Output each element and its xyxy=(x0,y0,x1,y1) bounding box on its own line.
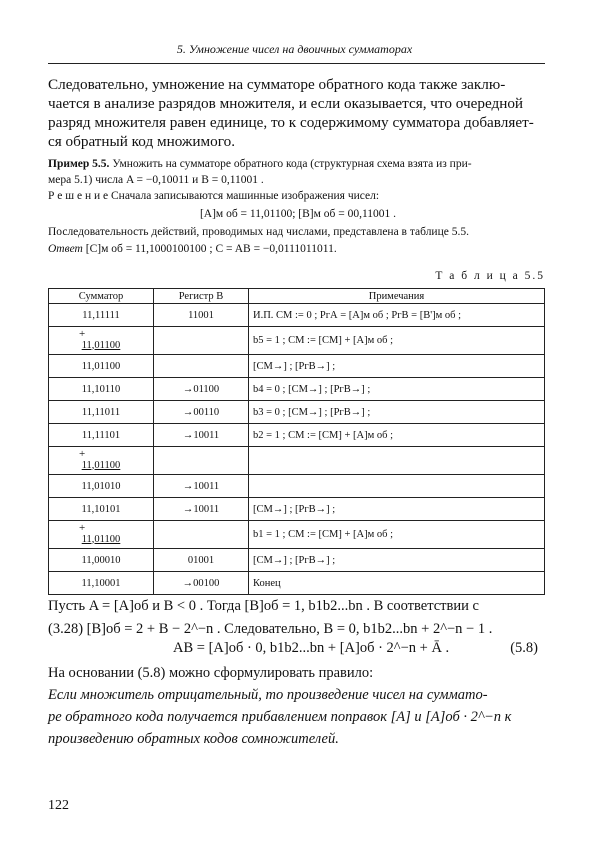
table-row xyxy=(49,424,545,447)
intro-line: Следовательно, умножение на сумматоре обратного кода также заклю- xyxy=(48,76,506,93)
cell-summator xyxy=(49,572,154,595)
cell-summator xyxy=(49,521,154,549)
cell-register: →10011 xyxy=(154,475,249,498)
intro-line: чается в анализе разрядов множителя, и если оказывается, что очередной xyxy=(48,95,524,112)
summator-value: 11,01010 xyxy=(81,480,121,492)
header-notes: Примечания xyxy=(249,289,545,304)
solution-line xyxy=(48,188,548,204)
cell-register: →10011 xyxy=(154,424,249,447)
cell-note xyxy=(249,475,545,498)
table-row xyxy=(49,475,545,498)
cell-summator xyxy=(49,424,154,447)
summator-value: 11,01100 xyxy=(81,360,121,372)
cell-register: →00110 xyxy=(154,401,249,424)
cell-summator xyxy=(49,401,154,424)
cell-summator xyxy=(49,327,154,355)
cell-register: →00100 xyxy=(154,572,249,595)
machine-images: [A]м об = 11,01100; [B]м об = 00,11001 . xyxy=(199,208,397,220)
table-row xyxy=(49,401,545,424)
table-row xyxy=(49,304,545,327)
cell-register xyxy=(154,447,249,475)
accordance-line: (3.28) [B]об = 2 + B − 2^−n . Следовательно, B = 0, b1b2...bn + 2^−n − 1 . xyxy=(48,621,493,637)
table-row xyxy=(49,521,545,549)
cell-register: →10011 xyxy=(154,498,249,521)
summator-value: 11,11111 xyxy=(82,309,120,321)
table-row xyxy=(49,549,545,572)
plus-sign: + xyxy=(79,328,86,340)
summator-value: 11,01100 xyxy=(81,533,121,545)
cell-note: b1 = 1 ; СМ := [СМ] + [A]м об ; xyxy=(249,521,545,549)
answer-line xyxy=(48,241,548,257)
cell-note: Конец xyxy=(249,572,545,595)
cell-register: →01100 xyxy=(154,378,249,401)
cell-note: [СМ→] ; [РгВ→] ; xyxy=(249,498,545,521)
cell-note: [СМ→] ; [РгВ→] ; xyxy=(249,549,545,572)
summator-value: 11,00010 xyxy=(81,554,121,566)
table-row xyxy=(49,327,545,355)
example-heading xyxy=(48,156,548,172)
intro-paragraph xyxy=(48,75,548,151)
rule-intro: На основании (5.8) можно сформулировать правило: xyxy=(48,665,374,681)
page-number: 122 xyxy=(48,798,69,813)
summator-value: 11,11101 xyxy=(81,429,121,441)
intro-line: ся обратный код множимого. xyxy=(48,133,235,150)
cell-register xyxy=(154,327,249,355)
table-row xyxy=(49,378,545,401)
table-5-5 xyxy=(48,288,545,595)
equation-number: (5.8) xyxy=(510,640,538,656)
summator-value: 11,10101 xyxy=(81,503,121,515)
cell-note: b3 = 0 ; [СМ→] ; [РгВ→] ; xyxy=(249,401,545,424)
summator-value: 11,01100 xyxy=(81,459,121,471)
let-line: Пусть A = [A]об и B < 0 . Тогда [B]об = 1, b1b2...bn . В соответствии с xyxy=(48,598,479,614)
header-rule xyxy=(48,63,545,64)
cell-note: b5 = 1 ; СМ := [СМ] + [A]м об ; xyxy=(249,327,545,355)
cell-summator xyxy=(49,447,154,475)
header-register: Регистр B xyxy=(154,289,249,304)
cell-register: 11001 xyxy=(154,304,249,327)
table-row xyxy=(49,355,545,378)
rule-line: Если множитель отрицательный, то произведение чисел на суммато- xyxy=(48,687,488,703)
cell-note xyxy=(249,447,545,475)
equation-body: AB = [A]об · 0, b1b2...bn + [A]об · 2^−n + Ā . xyxy=(173,640,450,656)
cell-register: 01001 xyxy=(154,549,249,572)
cell-note: b4 = 0 ; [СМ→] ; [РгВ→] ; xyxy=(249,378,545,401)
solution-label: Р е ш е н и е xyxy=(48,190,109,202)
cell-summator xyxy=(49,498,154,521)
cell-summator xyxy=(49,355,154,378)
intro-line: разряд множителя равен единице, то к содержимому сумматора добавляет- xyxy=(48,114,534,131)
plus-sign: + xyxy=(79,448,86,460)
solution-text: Сначала записываются машинные изображения чисел: xyxy=(108,190,380,202)
cell-summator xyxy=(49,475,154,498)
table-header-row xyxy=(49,289,545,304)
cell-register xyxy=(154,355,249,378)
table-caption: Т а б л и ц а 5.5 xyxy=(435,270,545,282)
table-row xyxy=(49,572,545,595)
cell-summator xyxy=(49,304,154,327)
cell-summator xyxy=(49,549,154,572)
sequence-line: Последовательность действий, проводимых над числами, представлена в таблице 5.5. xyxy=(48,226,469,238)
answer-text: [C]м об = 11,1000100100 ; C = AB = −0,0111011011. xyxy=(82,243,337,255)
running-header: 5. Умножение чисел на двоичных сумматорах xyxy=(176,42,413,56)
cell-summator xyxy=(49,378,154,401)
cell-note: И.П. СМ := 0 ; РгА = [A]м об ; РгВ = [B']м об ; xyxy=(249,304,545,327)
header-summator: Сумматор xyxy=(49,289,154,304)
rule-line: ре обратного кода получается прибавлением поправок [A] и [A]об · 2^−n к xyxy=(48,709,512,725)
summator-value: 11,11011 xyxy=(81,406,121,418)
example-label: Пример 5.5. xyxy=(48,158,110,170)
cell-register xyxy=(154,521,249,549)
summator-value: 11,01100 xyxy=(81,339,121,351)
summator-value: 11,10110 xyxy=(81,383,121,395)
cell-note: [СМ→] ; [РгВ→] ; xyxy=(249,355,545,378)
example-text-line2: мера 5.1) числа A = −0,10011 и B = 0,11001 . xyxy=(48,174,264,186)
table-row xyxy=(49,498,545,521)
cell-note: b2 = 1 ; СМ := [СМ] + [A]м об ; xyxy=(249,424,545,447)
answer-label: Ответ xyxy=(48,243,83,255)
rule-text xyxy=(48,684,548,750)
example-text: Умножить на сумматоре обратного кода (структурная схема взята из при- xyxy=(109,158,472,170)
plus-sign: + xyxy=(79,522,86,534)
summator-value: 11,10001 xyxy=(81,577,121,589)
rule-line: произведению обратных кодов сомножителей. xyxy=(48,731,339,747)
table-row xyxy=(49,447,545,475)
